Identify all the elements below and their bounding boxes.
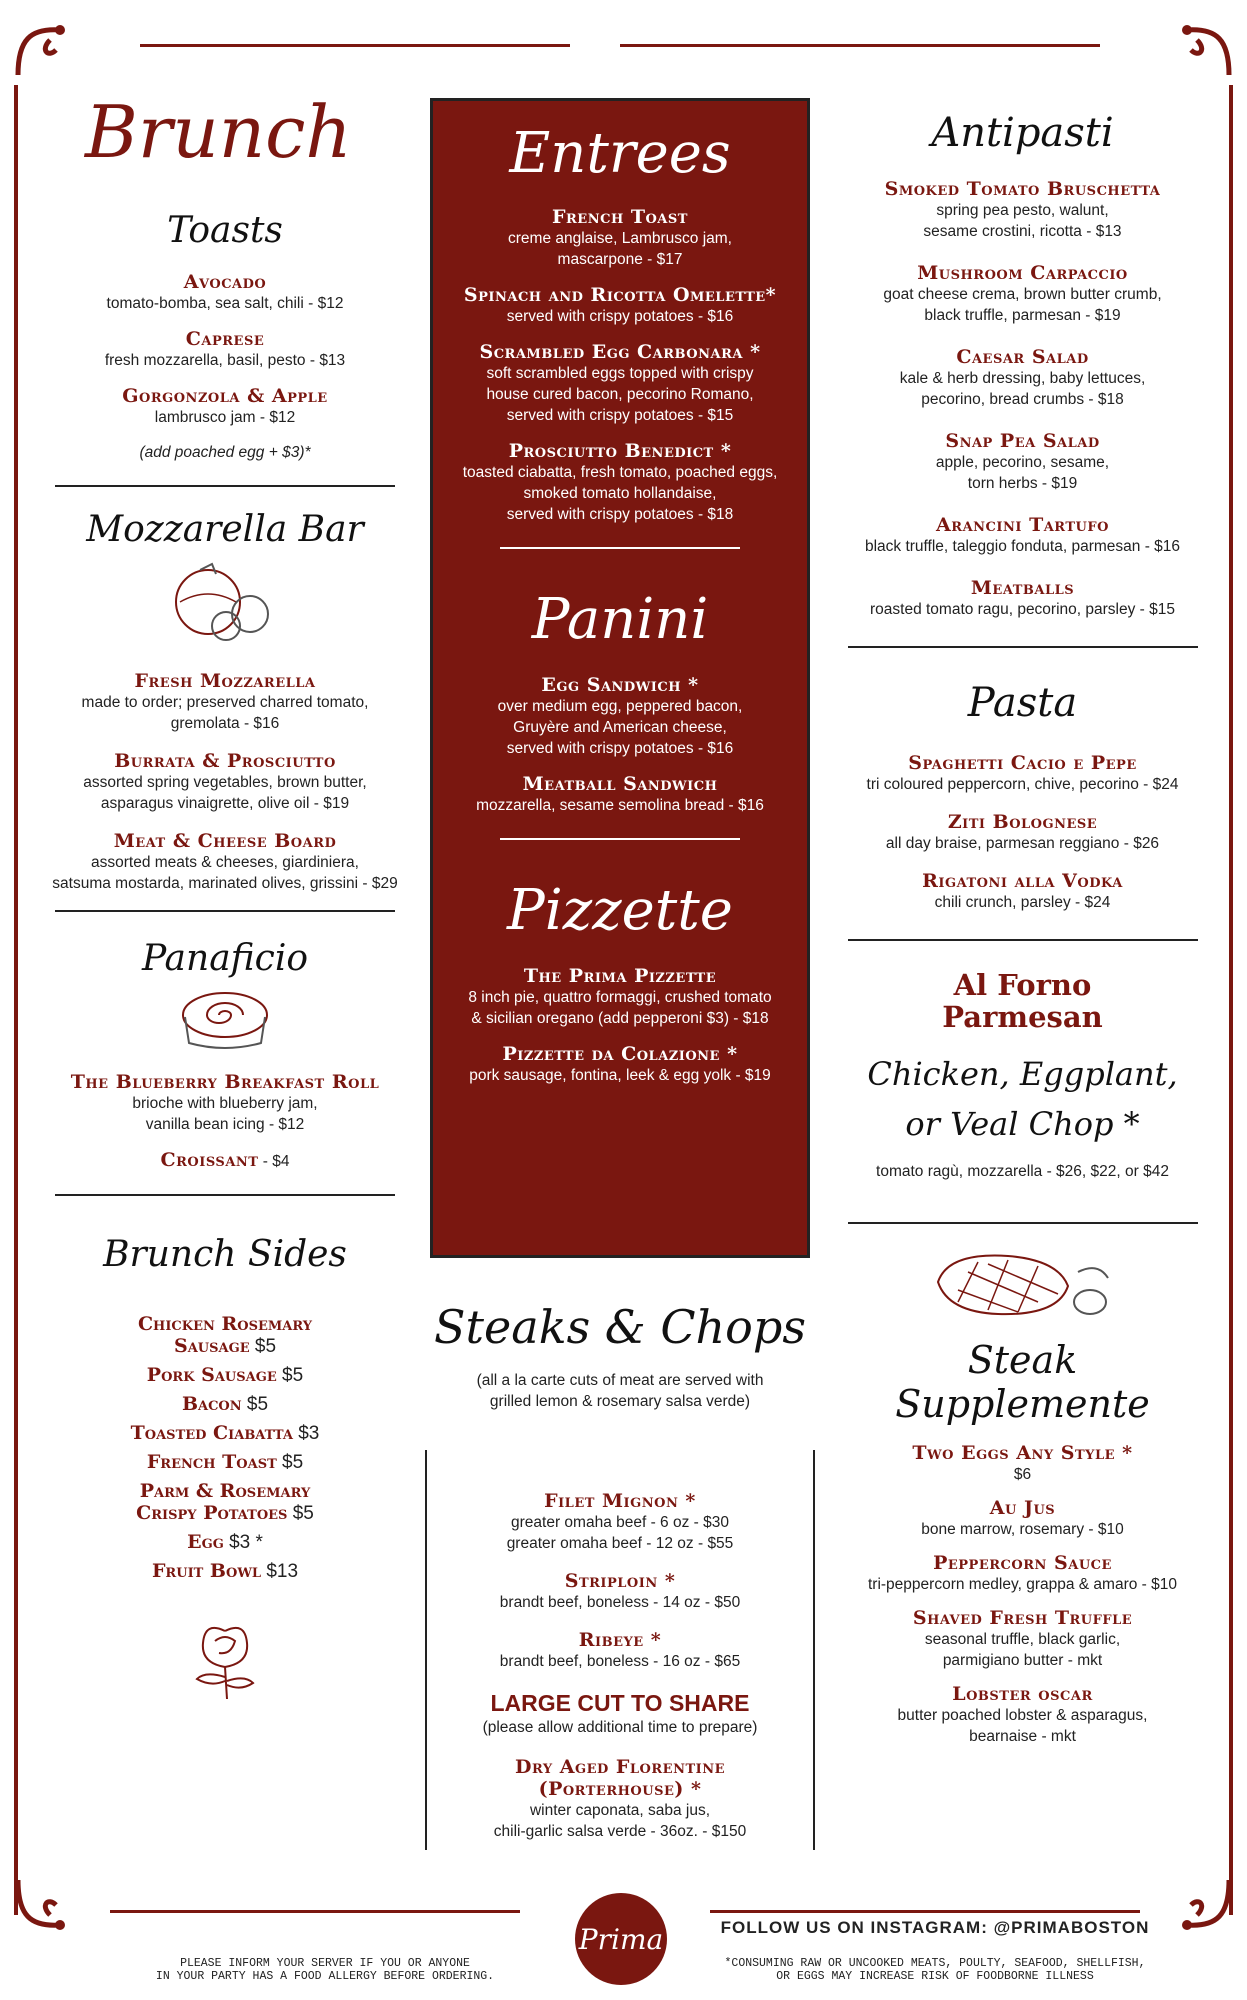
list-item: Lobster oscar butter poached lobster & asparagus, bearnaise - mkt <box>897 1683 1148 1745</box>
list-item: Ziti Bolognese all day braise, parmesan reggiano - $26 <box>885 811 1160 852</box>
list-item: Prosciutto Benedict * toasted ciabatta, fresh tomato, poached eggs, smoked tomato hollandaise, served with crispy potatoes - $18 <box>462 440 778 523</box>
list-item: French Toast $5 <box>146 1451 304 1473</box>
list-item: Meatballs roasted tomato ragu, pecorino, parsley - $15 <box>869 577 1175 618</box>
divider <box>55 910 395 912</box>
list-item: Spaghetti Cacio e Pepe tri coloured peppercorn, chive, pecorino - $24 <box>866 752 1179 793</box>
list-item: Rigatoni alla Vodka chili crunch, parsley - $24 <box>922 870 1123 911</box>
steak-icon <box>928 1242 1118 1332</box>
list-item: Mushroom Carpaccio goat cheese crema, brown butter crumb, black truffle, parmesan - $19 <box>883 262 1162 324</box>
list-item: Chicken Rosemary Sausage $5 <box>137 1313 313 1357</box>
entrees-panel <box>430 98 810 1258</box>
toasts-heading: Toasts <box>167 210 283 251</box>
list-item: Snap Pea Salad apple, pecorino, sesame, torn herbs - $19 <box>935 430 1110 492</box>
right-column <box>840 110 1205 1759</box>
list-item: Scrambled Egg Carbonara * soft scrambled eggs topped with crispy house cured bacon, pecorino Romano, served with crispy potatoes - $15 <box>479 341 761 424</box>
divider <box>848 1222 1198 1224</box>
steaks-heading: Steaks & Chops <box>434 1300 806 1354</box>
bottom-border-left <box>110 1910 520 1913</box>
mozzarella-list <box>45 670 405 894</box>
bottom-border-right <box>710 1910 1140 1913</box>
divider <box>848 646 1198 648</box>
list-item: Pork Sausage $5 <box>146 1364 304 1386</box>
top-border-left <box>140 44 570 47</box>
steaks-note: (all a la carte cuts of meat are served with grilled lemon & rosemary salsa verde) <box>476 1372 764 1410</box>
toasts-list <box>45 271 405 463</box>
list-item: The Prima Pizzette 8 inch pie, quattro formaggi, crushed tomato & sicilian oregano (add pepperoni $3) - $18 <box>468 965 772 1027</box>
list-item: Spinach and Ricotta Omelette* served with crispy potatoes - $16 <box>463 284 777 325</box>
flourish-bottom-left-icon <box>10 1875 70 1935</box>
pasta-heading: Pasta <box>967 680 1078 726</box>
list-item: Meatball Sandwich mozzarella, sesame semolina bread - $16 <box>476 773 764 814</box>
list-item: Caprese fresh mozzarella, basil, pesto - $13 <box>104 328 346 369</box>
list-item: Gorgonzola & Apple lambrusco jam - $12 <box>122 385 328 426</box>
sides-list <box>45 1313 405 1583</box>
allergy-notice: PLEASE INFORM YOUR SERVER IF YOU OR ANYONE IN YOUR PARTY HAS A FOOD ALLERGY BEFORE ORDERING. <box>155 1957 495 1983</box>
steaks-list <box>430 1490 810 1864</box>
antipasti-heading: Antipasti <box>931 110 1114 156</box>
left-column <box>45 90 405 1701</box>
panaficio-heading: Panaficio <box>141 938 309 979</box>
steaks-right-rule <box>813 1450 815 1850</box>
divider <box>848 939 1198 941</box>
list-item: Toasted Ciabatta $3 <box>130 1422 320 1444</box>
flourish-top-left-icon <box>10 20 70 80</box>
list-item: Smoked Tomato Bruschetta spring pea pesto, walunt, sesame crostini, ricotta - $13 <box>884 178 1161 240</box>
list-item: Striploin * brandt beef, boneless - 14 oz - $50 <box>499 1570 741 1611</box>
alforno-heading: Al Forno Parmesan <box>942 968 1103 1034</box>
steaks-section <box>425 1300 815 1412</box>
divider <box>55 485 395 487</box>
list-item: Egg $3 * <box>187 1531 263 1553</box>
list-item: Au Jus bone marrow, rosemary - $10 <box>921 1497 1124 1538</box>
entrees-heading: Entrees <box>509 121 731 186</box>
mozzarella-heading: Mozzarella Bar <box>86 509 364 550</box>
list-item: Peppercorn Sauce tri-peppercorn medley, grappa & amaro - $10 <box>867 1552 1177 1593</box>
sides-heading: Brunch Sides <box>103 1234 347 1275</box>
list-item: Fresh Mozzarella made to order; preserved charred tomato, gremolata - $16 <box>81 670 369 732</box>
panini-heading: Panini <box>531 587 709 652</box>
list-item: Fruit Bowl $13 <box>151 1560 299 1582</box>
alforno-script: Chicken, Eggplant, or Veal Chop * <box>867 1055 1178 1143</box>
divider <box>500 547 740 549</box>
right-border <box>1229 85 1233 1915</box>
toasts-note: (add poached egg + $3)* <box>139 444 311 461</box>
tomato-mozzarella-icon <box>160 556 290 646</box>
list-item: Pizzette da Colazione * pork sausage, fontina, leek & egg yolk - $19 <box>469 1043 771 1084</box>
divider <box>55 1194 395 1196</box>
list-item: Arancini Tartufo black truffle, taleggio fonduta, parmesan - $16 <box>864 514 1181 555</box>
list-item: Croissant - $4 <box>160 1149 290 1171</box>
list-item: Meat & Cheese Board assorted meats & cheeses, giardiniera, satsuma mostarda, marinated olives, grissini - $29 <box>52 830 398 892</box>
list-item: Bacon $5 <box>181 1393 269 1415</box>
list-item: Shaved Fresh Truffle seasonal truffle, black garlic, parmigiano butter - mkt <box>912 1607 1133 1669</box>
supplemente-heading: Steak Supplemente <box>895 1338 1150 1426</box>
divider <box>500 838 740 840</box>
list-item: Filet Mignon * greater omaha beef - 6 oz - $30 greater omaha beef - 12 oz - $55 <box>506 1490 734 1552</box>
list-item: Burrata & Prosciutto assorted spring vegetables, brown butter, asparagus vinaigrette, olive oil - $19 <box>83 750 367 812</box>
prima-logo: Prima <box>575 1893 667 1985</box>
list-item: Ribeye * brandt beef, boneless - 16 oz - $65 <box>499 1629 741 1670</box>
pizzette-heading: Pizzette <box>507 878 733 943</box>
list-item: Dry Aged Florentine (Porterhouse) * winter caponata, saba jus, chili-garlic salsa verde - 36oz. - $150 <box>493 1756 747 1840</box>
cinnamon-roll-icon <box>175 985 275 1055</box>
list-item: Egg Sandwich * over medium egg, peppered bacon, Gruyère and American cheese, served with crispy potatoes - $16 <box>497 674 743 757</box>
list-item: LARGE CUT TO SHARE (please allow additional time to prepare) <box>482 1690 758 1736</box>
list-item: Avocado tomato-bomba, sea salt, chili - $12 <box>106 271 344 312</box>
consumption-notice: *CONSUMING RAW OR UNCOOKED MEATS, POULTY, SEAFOOD, SHELLFISH, OR EGGS MAY INCREASE RISK OF FOODBORNE ILLNESS <box>724 1957 1146 1983</box>
rose-icon <box>175 1611 275 1701</box>
page-title: Brunch <box>85 90 352 174</box>
list-item: Parm & Rosemary Crispy Potatoes $5 <box>136 1480 314 1524</box>
list-item: French Toast creme anglaise, Lambrusco jam, mascarpone - $17 <box>508 206 732 268</box>
top-border-right <box>620 44 1100 47</box>
instagram-link[interactable]: FOLLOW US ON INSTAGRAM: @PRIMABOSTON <box>720 1918 1150 1937</box>
left-border <box>14 85 18 1915</box>
flourish-top-right-icon <box>1177 20 1237 80</box>
flourish-bottom-right-icon <box>1177 1875 1237 1935</box>
list-item: Caesar Salad kale & herb dressing, baby lettuces, pecorino, bread crumbs - $18 <box>899 346 1146 408</box>
list-item: Two Eggs Any Style * $6 <box>912 1442 1133 1483</box>
list-item: The Blueberry Breakfast Roll brioche with blueberry jam, vanilla bean icing - $12 <box>70 1071 380 1133</box>
steaks-left-rule <box>425 1450 427 1850</box>
alforno-desc: tomato ragù, mozzarella - $26, $22, or $42 <box>876 1163 1169 1180</box>
